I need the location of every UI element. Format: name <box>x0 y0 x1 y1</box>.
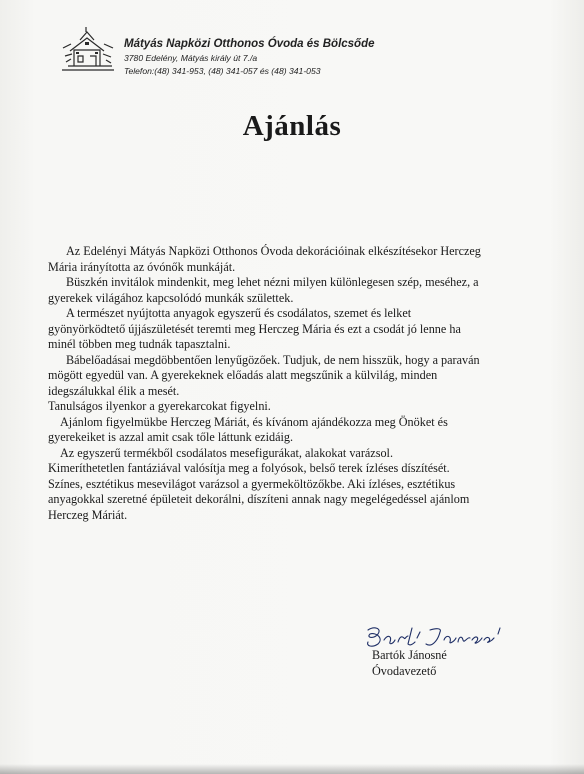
body-line: Ajánlom figyelmükbe Herczeg Máriát, és kívánom ajándékozza meg Önöket és <box>60 414 448 429</box>
document-title: Ajánlás <box>242 110 342 142</box>
body-line: Színes, esztétikus mesevilágot varázsol a gyermeköltözőkbe. Aki ízléses, esztétikus <box>48 476 456 491</box>
body-line: minél többen meg tudnák tapasztalni. <box>48 337 231 351</box>
body-line: gyönyörködtető újjászületését teremti meg Herczeg Mária és ezt a csodát jó lenne ha <box>48 321 461 336</box>
body-line: idegszálukkal élik a mesét. <box>48 383 180 398</box>
body-line: Az Edelényi Mátyás Napközi Otthonos Óvoda dekorációinak elkészítésekor Herczeg <box>66 244 481 258</box>
institution-address: 3780 Edelény, Mátyás király út 7./a <box>124 53 258 63</box>
signer-block <box>372 648 447 679</box>
institution-name: Mátyás Napközi Otthonos Óvoda és Bölcsőde <box>124 38 375 50</box>
body-line: gyerekeiket is azzal amit csak tőle láttunk ezidáig. <box>48 430 293 444</box>
signer-name: Bartók Jánosné <box>372 648 447 662</box>
letter-body <box>48 244 568 523</box>
kindergarten-logo <box>60 26 116 72</box>
body-line: mögött egyedül van. A gyerekeknek előadás alatt megszűnik a külvilág, minden <box>48 368 438 382</box>
body-line: gyerekek világához kapcsolódó munkák születtek. <box>48 290 294 305</box>
body-line: Bábelőadásai megdöbbentően lenyűgözőek. Tudjuk, de nem hisszük, hogy a paraván <box>66 352 480 367</box>
body-line: Az egyszerű termékből csodálatos mesefigurákat, alakokat varázsol. <box>60 445 393 460</box>
scan-edge-shadow <box>0 764 584 774</box>
letterhead <box>124 37 375 77</box>
body-line: Mária irányította az óvónők munkáját. <box>48 259 236 274</box>
body-line: Kimeríthetetlen fantáziával valósítja meg a folyósok, belső terek ízléses díszítését. <box>48 461 450 475</box>
signer-role: Óvodavezető <box>372 663 437 678</box>
institution-phone: Telefon:(48) 341-953, (48) 341-057 és (48) 341-053 <box>124 66 321 76</box>
body-line: Tanulságos ilyenkor a gyerekarcokat figyelni. <box>48 399 271 413</box>
body-line: A természet nyújtotta anyagok egyszerű és csodálatos, szemet és lelket <box>66 306 412 320</box>
body-line: Herczeg Máriát. <box>48 507 128 522</box>
body-line: anyagokkal szeretné épületeit dekorálni, díszíteni annak nagy megelégedéssel ajánlom <box>48 492 470 506</box>
body-line: Büszkén invitálok mindenkit, meg lehet nézni milyen különlegesen szép, meséhez, a <box>66 275 479 289</box>
